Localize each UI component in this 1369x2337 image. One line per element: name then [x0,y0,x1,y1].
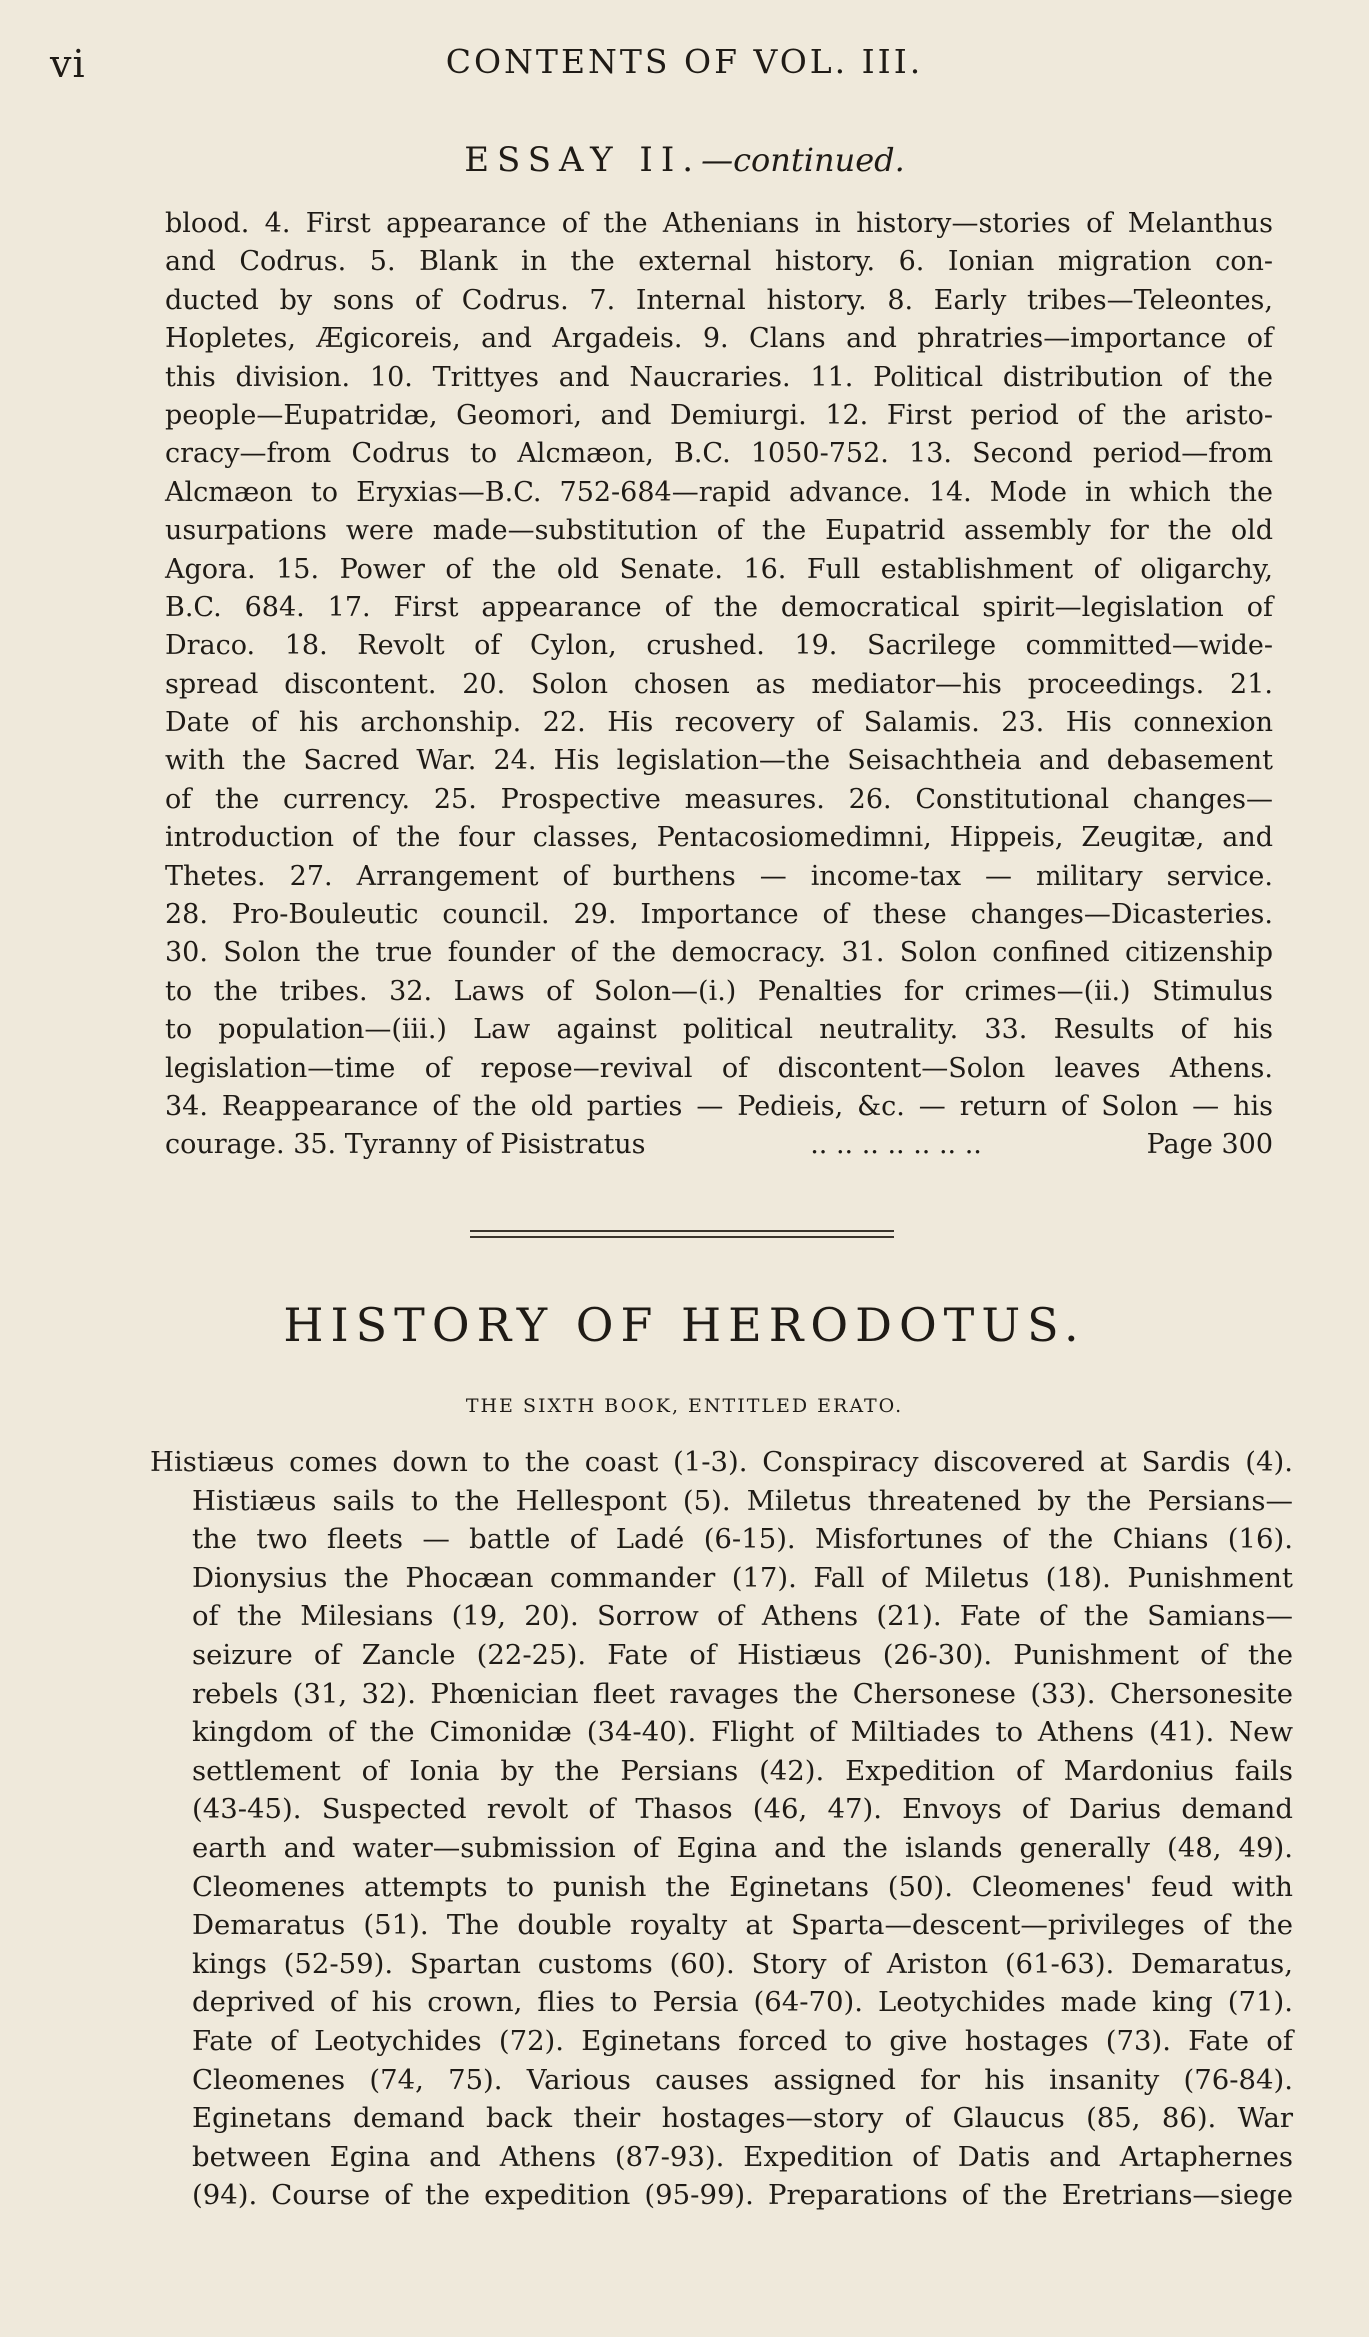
essay-final-line-text: courage. 35. Tyranny of Pisistratus [165,1129,646,1161]
essay-text-line: usurpations were made—substitution of the Eupatrid assembly for the old [165,515,1273,547]
essay-text-line: B.C. 684. 17. First appearance of the democratical spirit—legislation of [165,591,1273,623]
book-text-line: kingdom of the Cimonidæ (34-40). Flight of Miltiades to Athens (41). New [192,1716,1293,1749]
book-text-line: Histiæus comes down to the coast (1-3). Conspiracy discovered at Sardis (4). [150,1446,1293,1478]
essay-final-line [165,1126,1273,1164]
essay-heading-label: ESSAY II. [464,140,702,180]
essay-text-line: Date of his archonship. 22. His recovery of Salamis. 23. His connexion [165,707,1273,739]
book-text-line: between Egina and Athens (87-93). Expedition of Datis and Artaphernes [192,2140,1293,2173]
essay-text-line: Hopletes, Ægicoreis, and Argadeis. 9. Clans and phratries—importance of [165,323,1273,355]
book-text-line: earth and water—submission of Egina and the islands generally (48, 49). [192,1831,1293,1864]
section-divider-rule [470,1230,894,1238]
essay-text-line: people—Eupatridæ, Geomori, and Demiurgi. 12. First period of the aristo- [165,399,1273,431]
essay-text-line: blood. 4. First appearance of the Athenians in history—stories of Melanthus [165,208,1273,239]
book-text-line: Histiæus sails to the Hellespont (5). Miletus threatened by the Persians— [192,1484,1293,1517]
essay-text-line: cracy—from Codrus to Alcmæon, B.C. 1050-752. 13. Second period—from [165,438,1273,470]
dot-leader: .. .. .. .. .. .. .. [810,1129,982,1161]
book-text-line: Fate of Leotychides (72). Eginetans forced to give hostages (73). Fate of [192,2024,1293,2057]
essay-text-line: legislation—time of repose—revival of discontent—Solon leaves Athens. [165,1052,1273,1084]
essay-text-line: with the Sacred War. 24. His legislation—the Seisachtheia and debasement [165,745,1273,777]
essay-text-line: to population—(iii.) Law against political neutrality. 33. Results of his [165,1014,1273,1046]
essay-text-line: introduction of the four classes, Pentacosiomedimni, Hippeis, Zeugitæ, and [165,822,1273,854]
essay-text-line: Thetes. 27. Arrangement of burthens — income-tax — military service. [165,860,1273,892]
essay-text-line: this division. 10. Trittyes and Naucraries. 11. Political distribution of the [165,361,1273,393]
essay-text-line: to the tribes. 32. Laws of Solon—(i.) Penalties for crimes—(ii.) Stimulus [165,975,1273,1007]
book-text-line: deprived of his crown, flies to Persia (64-70). Leotychides made king (71). [192,1986,1293,2019]
essay-text-line: Agora. 15. Power of the old Senate. 16. Full establishment of oligarchy, [165,553,1273,585]
book-subtitle: THE SIXTH BOOK, ENTITLED ERATO. [465,1395,904,1417]
book-text-line: kings (52-59). Spartan customs (60). Story of Ariston (61-63). Demaratus, [192,1947,1293,1980]
book-text-line: Eginetans demand back their hostages—story of Glaucus (85, 86). War [192,2102,1293,2135]
book-text-line: Cleomenes (74, 75). Various causes assigned for his insanity (76-84). [192,2063,1293,2096]
book-text-line: seizure of Zancle (22-25). Fate of Histiæus (26-30). Punishment of the [192,1638,1293,1671]
running-head [0,42,1369,102]
history-title: HISTORY OF HERODOTUS. [283,1298,1086,1352]
essay-heading-suffix: —continued. [701,141,905,179]
essay-text-line: 28. Pro-Bouleutic council. 29. Importance of these changes—Dicasteries. [165,899,1273,931]
book-text-line: (43-45). Suspected revolt of Thasos (46, 47). Envoys of Darius demand [192,1793,1293,1826]
book-text-line: of the Milesians (19, 20). Sorrow of Athens (21). Fate of the Samians— [192,1600,1293,1633]
essay-text-line: and Codrus. 5. Blank in the external history. 6. Ionian migration con- [165,246,1273,278]
book-text-line: settlement of Ionia by the Persians (42). Expedition of Mardonius fails [192,1754,1293,1787]
essay-text-line: 34. Reappearance of the old parties — Pedieis, &c. — return of Solon — his [165,1090,1273,1122]
essay-text-line: Alcmæon to Eryxias—B.C. 752-684—rapid advance. 14. Mode in which the [165,476,1273,508]
page-reference: Page 300 [1146,1129,1273,1161]
essay-text-line: Draco. 18. Revolt of Cylon, crushed. 19. Sacrilege committed—wide- [165,630,1273,662]
book-text-line: rebels (31, 32). Phœnician fleet ravages the Chersonese (33). Chersonesite [192,1677,1293,1710]
book-text-line: (94). Course of the expedition (95-99). Preparations of the Eretrians—siege [192,2179,1293,2212]
essay-contents [165,205,1273,1165]
essay-text-line: of the currency. 25. Prospective measures. 26. Constitutional changes— [165,783,1273,815]
essay-text-line: 30. Solon the true founder of the democracy. 31. Solon confined citizenship [165,937,1273,969]
book-text-line: Dionysius the Phocæan commander (17). Fall of Miletus (18). Punishment [192,1561,1293,1594]
book-text-line: the two fleets — battle of Ladé (6-15). Misfortunes of the Chians (16). [192,1523,1293,1556]
essay-heading [0,140,1369,180]
essay-text-line: ducted by sons of Codrus. 7. Internal history. 8. Early tribes—Teleontes, [165,284,1273,316]
running-head-title: CONTENTS OF VOL. III. [445,42,924,81]
page-number: vi [50,42,86,86]
book-text-line: Cleomenes attempts to punish the Eginetans (50). Cleomenes' feud with [192,1870,1293,1903]
book-contents [150,1443,1293,2215]
book-text-line: Demaratus (51). The double royalty at Sparta—descent—privileges of the [192,1909,1293,1942]
essay-text-line: spread discontent. 20. Solon chosen as mediator—his proceedings. 21. [165,668,1273,700]
